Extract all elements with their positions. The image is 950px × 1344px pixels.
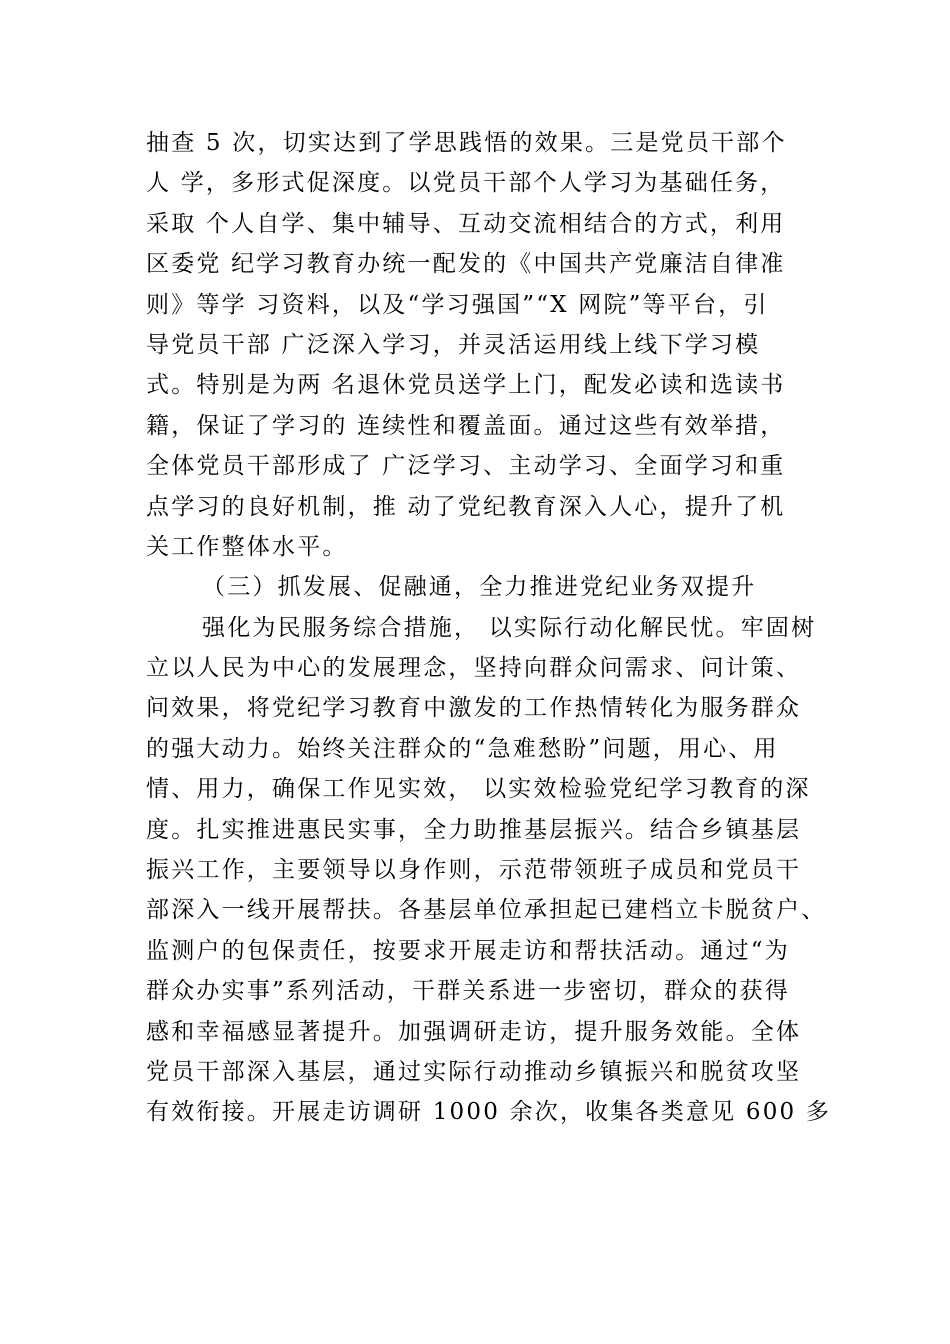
text-line: 式。特别是为两 名退休党员送学上门，配发必读和选读书 (146, 372, 786, 399)
text-line: 党员干部深入基层，通过实际行动推动乡镇振兴和脱贫攻坚 (146, 1058, 802, 1085)
body-text (146, 123, 832, 1133)
text-line: 感和幸福感显著提升。加强调研走访，提升服务效能。全体 (146, 1018, 802, 1045)
section-heading: （三）抓发展、促融通，全力推进党纪业务双提升 (202, 574, 757, 601)
text-line: 区委党 纪学习教育办统一配发的《中国共产党廉洁自律准 (146, 251, 786, 278)
text-line: 振兴工作，主要领导以身作则，示范带领班子成员和党员干 (146, 857, 802, 884)
text-line: 导党员干部 广泛深入学习，并灵活运用线上线下学习模 (146, 331, 761, 358)
text-line: 采取 个人自学、集中辅导、互动交流相结合的方式，利用 (146, 210, 786, 237)
text-line: 监测户的包保责任，按要求开展走访和帮扶活动。通过“为 (146, 937, 790, 964)
text-line: 度。扎实推进惠民实事，全力助推基层振兴。结合乡镇基层 (146, 816, 802, 843)
text-line: 点学习的良好机制，推 动了党纪教育深入人心，提升了机 (146, 493, 786, 520)
text-line: 的强大动力。始终关注群众的“急难愁盼”问题，用心、用 (146, 735, 779, 762)
text-line: 则》等学 习资料，以及“学习强国”“X 网院”等平台，引 (146, 291, 769, 318)
paragraph-first-line: 强化为民服务综合措施， 以实际行动化解民忧。牢固树 (202, 614, 817, 641)
text-line: 群众办实事”系列活动，干群关系进一步密切，群众的获得 (146, 978, 790, 1005)
text-line: 关工作整体水平。 (146, 533, 348, 560)
text-line: 有效衔接。开展走访调研 1000 余次，收集各类意见 600 多 (146, 1099, 832, 1126)
text-line: 籍，保证了学习的 连续性和覆盖面。通过这些有效举措， (146, 412, 786, 439)
text-line: 抽查 5 次，切实达到了学思践悟的效果。三是党员干部个 (146, 130, 787, 156)
text-line: 问效果，将党纪学习教育中激发的工作热情转化为服务群众 (146, 695, 802, 722)
text-line: 立以人民为中心的发展理念，坚持向群众问需求、问计策、 (146, 655, 802, 682)
text-line: 部深入一线开展帮扶。各基层单位承担起已建档立卡脱贫户、 (146, 897, 827, 924)
text-line: 人 学，多形式促深度。以党员干部个人学习为基础任务， (146, 170, 786, 197)
text-line: 情、用力，确保工作见实效， 以实效检验党纪学习教育的深 (146, 776, 811, 803)
text-line: 全体党员干部形成了 广泛学习、主动学习、全面学习和重 (146, 453, 786, 480)
